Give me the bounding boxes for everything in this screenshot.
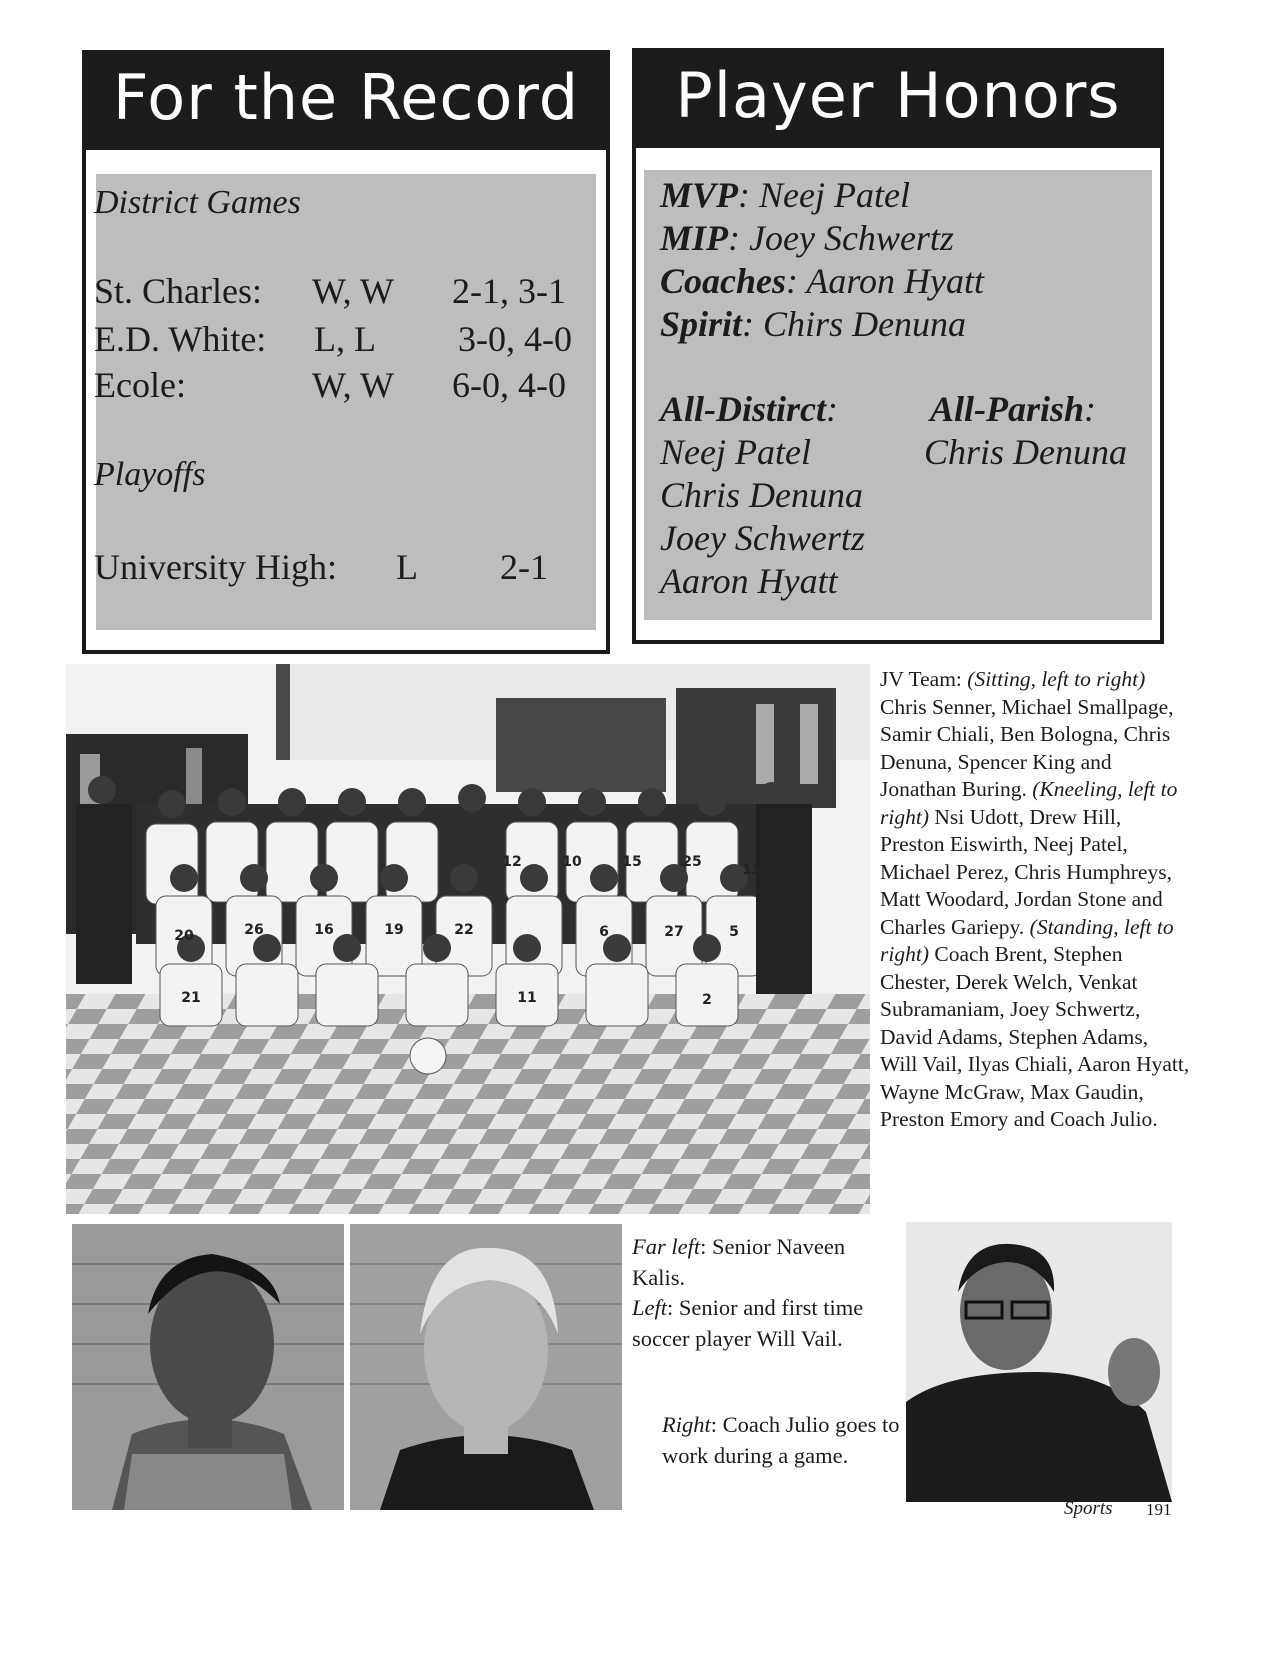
all-parish-heading: All-Parish: bbox=[930, 389, 1097, 429]
record-score-st-charles: 2-1, 3-1 bbox=[452, 271, 566, 311]
record-result-st-charles: W, W bbox=[312, 271, 395, 311]
record-result-university-high: L bbox=[396, 547, 418, 587]
record-team-university-high: University High: bbox=[94, 547, 337, 587]
award-spirit: Spirit: Chirs Denuna bbox=[660, 304, 967, 344]
jersey-number: 25 bbox=[682, 854, 702, 870]
player-honors-title: Player Honors bbox=[632, 48, 1164, 148]
jersey-number: 16 bbox=[314, 922, 334, 938]
all-parish-player: Chris Denuna bbox=[924, 432, 1128, 472]
jersey-number: 27 bbox=[664, 924, 684, 940]
portrait-naveen-kalis bbox=[72, 1224, 344, 1510]
jersey-number: 26 bbox=[244, 922, 264, 938]
all-district-player: Chris Denuna bbox=[660, 475, 864, 515]
coach-julio-photo bbox=[906, 1222, 1172, 1502]
all-district-player: Joey Schwertz bbox=[660, 518, 865, 558]
record-score-ecole: 6-0, 4-0 bbox=[452, 365, 566, 405]
footer-section-label: Sports bbox=[1064, 1498, 1113, 1519]
playoffs-heading: Playoffs bbox=[94, 456, 206, 493]
jersey-number: 19 bbox=[384, 922, 404, 938]
all-district-player: Aaron Hyatt bbox=[660, 561, 838, 601]
jv-team-photo bbox=[66, 664, 870, 1214]
jersey-number: 10 bbox=[562, 854, 582, 870]
jersey-number: 13 bbox=[742, 862, 762, 878]
jersey-number: 22 bbox=[454, 922, 474, 938]
award-mvp: MVP: Neej Patel bbox=[660, 175, 910, 215]
record-score-ed-white: 3-0, 4-0 bbox=[458, 319, 572, 359]
portrait-will-vail bbox=[350, 1224, 622, 1510]
coach-caption: Right: Coach Julio goes to work during a game. bbox=[662, 1412, 900, 1468]
district-games-heading: District Games bbox=[94, 184, 301, 221]
jersey-number: 6 bbox=[599, 924, 609, 940]
jersey-number: 20 bbox=[174, 928, 194, 944]
team-photo-caption: JV Team: (Sitting, left to right) Chris Senner, Michael Smallpage, Samir Chiali, Ben Bologna, Chris Denuna, Spencer King and Jonathan Buring. (Kneeling, left to right) Nsi Udott, Drew Hill, Preston Eiswirth, Neej Patel, Michael Perez, Chris Humphreys, Matt Woodard, Jordan Stone and Charles Gariepy. (Standing, left to right) Coach Brent, Stephen Chester, Derek Welch, Venkat Subramaniam, Joey Schwertz, David Adams, Stephen Adams, Will Vail, Ilyas Chiali, Aaron Hyatt, Wayne McGraw, Max Gaudin, Preston Emory and Coach Julio. bbox=[880, 667, 1190, 1131]
all-district-player: Neej Patel bbox=[660, 432, 811, 472]
jersey-number: 5 bbox=[729, 924, 739, 940]
award-mip: MIP: Joey Schwertz bbox=[660, 218, 954, 258]
jersey-number: 12 bbox=[502, 854, 522, 870]
jersey-number: 21 bbox=[181, 990, 201, 1006]
for-the-record-title: For the Record bbox=[82, 50, 610, 150]
all-district-heading: All-Distirct: bbox=[660, 389, 839, 429]
record-team-ed-white: E.D. White: bbox=[94, 319, 267, 359]
page-number: 191 bbox=[1146, 1500, 1172, 1519]
record-team-ecole: Ecole: bbox=[94, 365, 186, 405]
portraits-caption: Far left: Senior Naveen Kalis. Left: Senior and first time soccer player Will Vail. bbox=[632, 1234, 864, 1351]
record-result-ecole: W, W bbox=[312, 365, 395, 405]
record-result-ed-white: L, L bbox=[314, 319, 376, 359]
record-team-st-charles: St. Charles: bbox=[94, 271, 262, 311]
award-coaches: Coaches: Aaron Hyatt bbox=[660, 261, 984, 301]
jersey-number: 2 bbox=[702, 992, 712, 1008]
jersey-number: 11 bbox=[517, 990, 537, 1006]
jersey-number: 15 bbox=[622, 854, 642, 870]
record-score-university-high: 2-1 bbox=[500, 547, 548, 587]
